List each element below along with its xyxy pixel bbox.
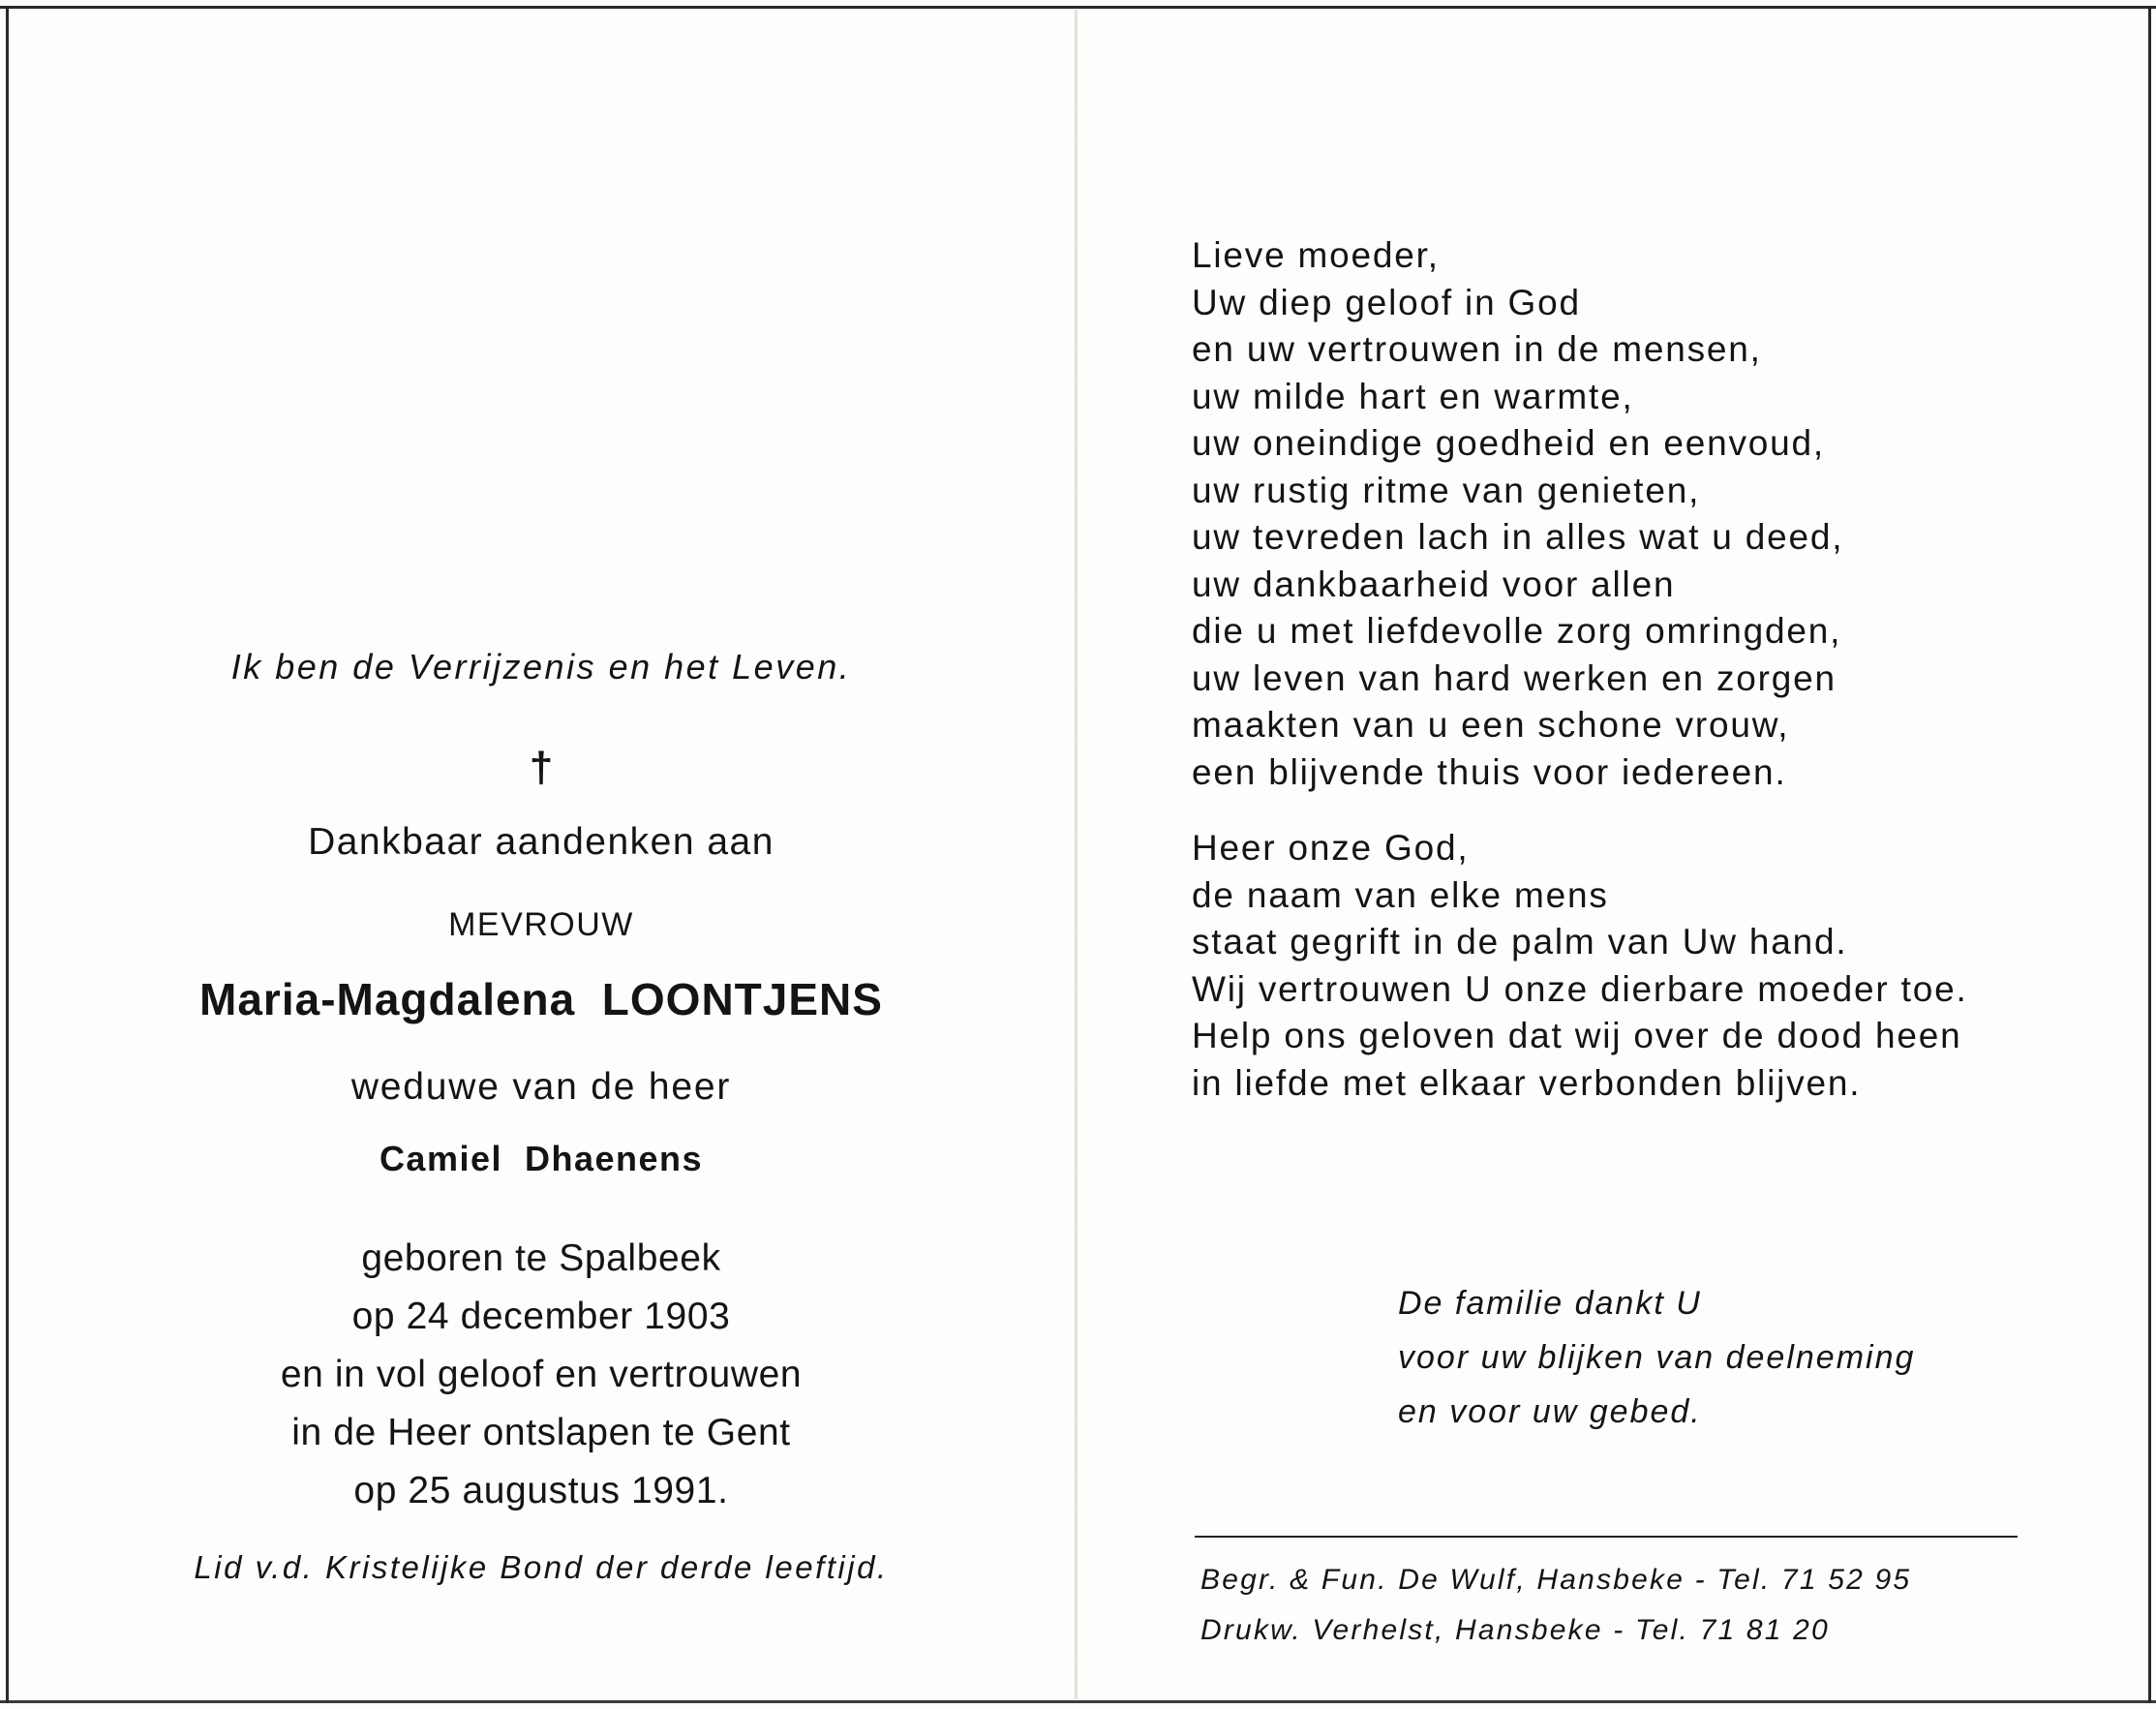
poem-line: uw milde hart en warmte, [1192, 376, 1634, 416]
thanks-line: voor uw blijken van deelneming [1398, 1339, 1916, 1376]
poem-line: een blijvende thuis voor iedereen. [1192, 751, 1787, 792]
poem-line: uw oneindige goedheid en eenvoud, [1192, 423, 1825, 463]
bio-line: in de Heer ontslapen te Gent [291, 1412, 791, 1453]
motto: Ik ben de Verrijzenis en het Leven. [230, 647, 852, 687]
membership-note: Lid v.d. Kristelijke Bond der derde leeftijd. [194, 1549, 889, 1585]
family-thanks [1398, 1276, 1915, 1439]
right-page [1078, 0, 2147, 1709]
husband-name: Camiel Dhaenens [379, 1139, 704, 1178]
poem-line: Wij vertrouwen U onze dierbare moeder toe. [1192, 968, 1968, 1009]
poem-line: uw dankbaarheid voor allen [1192, 564, 1676, 604]
card-border-left [6, 6, 9, 1703]
poem-line: in liefde met elkaar verbonden blijven. [1192, 1062, 1862, 1103]
divider-line [1195, 1536, 2018, 1538]
thanks-line: en voor uw gebed. [1398, 1393, 1702, 1430]
poem-line: en uw vertrouwen in de mensen, [1192, 329, 1762, 369]
thanks-line: De familie dankt U [1398, 1285, 1702, 1322]
card-fold-line [1075, 10, 1078, 1699]
credit-line: Drukw. Verhelst, Hansbeke - Tel. 71 81 20 [1200, 1614, 1830, 1646]
poem-line: die u met liefdevolle zorg omringden, [1192, 611, 1842, 651]
poem-line: staat gegrift in de palm van Uw hand. [1192, 922, 1848, 961]
poem-stanza-1 [1192, 232, 1843, 796]
left-page [10, 0, 1073, 1709]
deceased-title: MEVROUW [448, 906, 634, 943]
credit-line: Begr. & Fun. De Wulf, Hansbeke - Tel. 71 52 95 [1200, 1564, 1912, 1596]
printer-credits [1200, 1555, 1911, 1656]
poem-line: Heer onze God, [1192, 828, 1470, 868]
intro-text: Dankbaar aandenken aan [308, 821, 774, 863]
poem-line: uw tevreden lach in alles wat u deed, [1192, 517, 1844, 557]
poem-line: uw leven van hard werken en zorgen [1192, 657, 1837, 698]
deceased-name: Maria-Magdalena LOONTJENS [199, 974, 883, 1024]
poem-line: Uw diep geloof in God [1192, 282, 1581, 322]
poem-line: Lieve moeder, [1192, 235, 1440, 275]
bio-line: en in vol geloof en vertrouwen [280, 1354, 803, 1395]
poem-line: Help ons geloven dat wij over de dood heen [1192, 1016, 1962, 1055]
poem-stanza-2 [1192, 825, 1968, 1107]
poem-line: uw rustig ritme van genieten, [1192, 470, 1701, 510]
poem-line: de naam van elke mens [1192, 874, 1609, 915]
poem-line: maakten van u een schone vrouw, [1192, 705, 1790, 745]
bio-line: geboren te Spalbeek [361, 1237, 721, 1279]
bio-line: op 25 augustus 1991. [353, 1470, 729, 1511]
widow-of-text: weduwe van de heer [350, 1066, 732, 1108]
card-border-right [2148, 6, 2151, 1703]
biography [10, 1230, 1073, 1520]
bio-line: op 24 december 1903 [351, 1296, 731, 1337]
cross-icon: † [529, 744, 554, 791]
